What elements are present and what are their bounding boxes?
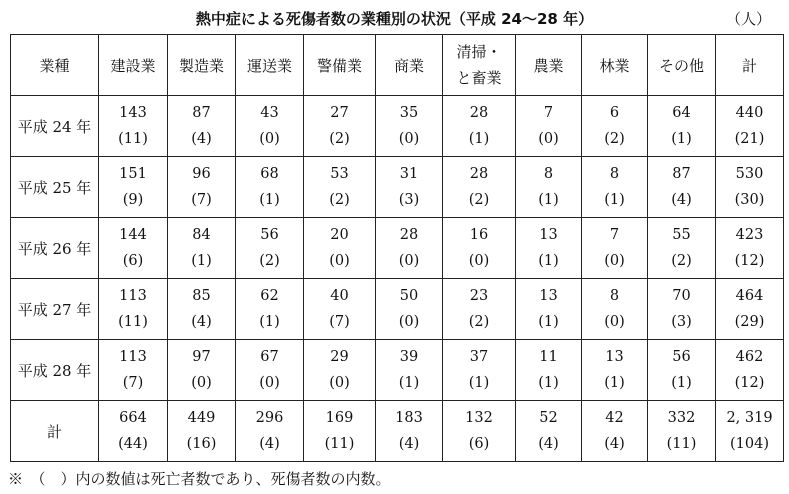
casualty-count: 113 <box>119 349 147 365</box>
death-count: (16) <box>186 436 217 452</box>
casualty-count: 144 <box>119 227 147 243</box>
data-cell <box>376 157 443 218</box>
death-count: (1) <box>538 375 559 391</box>
table-row <box>11 157 784 218</box>
data-cell <box>716 218 784 279</box>
data-cell <box>168 340 236 401</box>
data-cell <box>648 279 716 340</box>
casualty-count: 2, 319 <box>726 410 773 426</box>
data-cell <box>304 157 376 218</box>
data-cell <box>99 279 168 340</box>
data-cell <box>304 340 376 401</box>
death-count: (4) <box>191 131 212 147</box>
casualty-count: 143 <box>119 105 147 121</box>
casualty-count: 87 <box>672 166 691 182</box>
death-count: (3) <box>398 192 420 208</box>
data-cell <box>304 279 376 340</box>
data-cell <box>376 340 443 401</box>
data-cell <box>304 401 376 462</box>
row-label: 計 <box>11 401 99 462</box>
casualty-count: 11 <box>539 349 558 365</box>
casualty-count: 13 <box>539 227 558 243</box>
casualty-count: 20 <box>330 227 349 243</box>
casualty-count: 53 <box>330 166 349 182</box>
death-count: (1) <box>191 253 212 269</box>
header-cell: 建設業 <box>99 35 168 96</box>
data-cell <box>168 279 236 340</box>
death-count: (4) <box>259 436 280 452</box>
table-row <box>11 279 784 340</box>
death-count: (11) <box>118 131 148 147</box>
death-count: (9) <box>122 192 144 208</box>
death-count: (30) <box>734 192 765 208</box>
header-row <box>11 35 784 96</box>
data-cell <box>582 340 648 401</box>
data-cell <box>99 96 168 157</box>
casualty-count: 85 <box>192 288 211 304</box>
death-count: (0) <box>259 375 280 391</box>
header-cell: 警備業 <box>304 35 376 96</box>
death-count: (1) <box>538 253 559 269</box>
casualty-count: 7 <box>543 105 554 121</box>
death-count: (0) <box>191 375 212 391</box>
death-count: (6) <box>468 436 490 452</box>
data-cell <box>99 340 168 401</box>
casualty-count: 28 <box>399 227 419 243</box>
data-cell <box>516 96 582 157</box>
header-cell: 清掃・ と畜業 <box>443 35 516 96</box>
casualty-count: 29 <box>330 349 349 365</box>
casualty-count: 296 <box>255 410 284 426</box>
data-cell <box>236 279 304 340</box>
data-cell <box>376 218 443 279</box>
death-count: (1) <box>468 131 490 147</box>
data-cell <box>648 340 716 401</box>
casualty-count: 97 <box>192 349 211 365</box>
death-count: (0) <box>398 131 420 147</box>
table-body <box>11 96 784 462</box>
casualty-count: 464 <box>735 288 764 304</box>
death-count: (2) <box>604 131 625 147</box>
header-cell: 林業 <box>582 35 648 96</box>
data-cell <box>443 218 516 279</box>
death-count: (1) <box>671 131 692 147</box>
data-cell <box>236 340 304 401</box>
data-cell <box>648 401 716 462</box>
death-count: (4) <box>191 314 212 330</box>
data-cell <box>168 401 236 462</box>
death-count: (0) <box>398 314 420 330</box>
death-count: (1) <box>259 192 280 208</box>
death-count: (4) <box>538 436 559 452</box>
data-cell <box>304 96 376 157</box>
casualty-count: 7 <box>609 227 620 243</box>
table-row <box>11 340 784 401</box>
casualty-count: 440 <box>735 105 764 121</box>
death-count: (4) <box>671 192 692 208</box>
casualty-count: 169 <box>325 410 354 426</box>
death-count: (4) <box>604 436 625 452</box>
data-cell <box>99 401 168 462</box>
data-cell <box>99 218 168 279</box>
row-label: 平成 25 年 <box>11 157 99 218</box>
data-cell <box>582 96 648 157</box>
data-cell <box>236 96 304 157</box>
death-count: (6) <box>122 253 144 269</box>
death-count: (1) <box>671 375 692 391</box>
data-cell <box>516 340 582 401</box>
casualty-count: 423 <box>735 227 764 243</box>
data-cell <box>443 401 516 462</box>
row-label: 平成 27 年 <box>11 279 99 340</box>
data-cell <box>582 218 648 279</box>
data-cell <box>304 218 376 279</box>
casualty-count: 28 <box>469 166 489 182</box>
header-cell: 農業 <box>516 35 582 96</box>
death-count: (11) <box>666 436 697 452</box>
death-count: (44) <box>118 436 148 452</box>
data-cell <box>716 279 784 340</box>
death-count: (0) <box>604 314 625 330</box>
data-cell <box>716 340 784 401</box>
data-cell <box>236 157 304 218</box>
casualty-count: 50 <box>399 288 419 304</box>
casualty-count: 530 <box>735 166 764 182</box>
casualty-count: 35 <box>399 105 419 121</box>
data-cell <box>168 157 236 218</box>
death-count: (21) <box>734 131 765 147</box>
death-count: (2) <box>671 253 692 269</box>
casualty-count: 664 <box>119 410 147 426</box>
data-cell <box>376 401 443 462</box>
death-count: (2) <box>329 131 350 147</box>
data-cell <box>99 157 168 218</box>
casualty-count: 183 <box>395 410 423 426</box>
death-count: (0) <box>329 375 350 391</box>
casualty-count: 462 <box>735 349 764 365</box>
data-cell <box>716 401 784 462</box>
casualty-count: 43 <box>260 105 279 121</box>
data-cell <box>516 157 582 218</box>
casualty-count: 39 <box>399 349 419 365</box>
casualty-count: 87 <box>192 105 211 121</box>
death-count: (7) <box>329 314 350 330</box>
unit-label: （人） <box>725 10 771 28</box>
data-cell <box>648 96 716 157</box>
data-cell <box>516 218 582 279</box>
death-count: (2) <box>468 314 490 330</box>
casualty-count: 113 <box>119 288 147 304</box>
data-cell <box>582 157 648 218</box>
casualty-count: 28 <box>469 105 489 121</box>
table-title: 熱中症による死傷者数の業種別の状況（平成 24～28 年） <box>195 10 594 28</box>
casualty-count: 68 <box>260 166 279 182</box>
casualty-count: 67 <box>260 349 279 365</box>
death-count: (12) <box>734 253 765 269</box>
data-cell <box>582 401 648 462</box>
data-cell <box>516 279 582 340</box>
row-label: 平成 26 年 <box>11 218 99 279</box>
table-row <box>11 401 784 462</box>
casualty-count: 8 <box>609 288 620 304</box>
footnote: ※ （ ）内の数値は死亡者数であり、死傷者数の内数。 <box>8 470 391 488</box>
data-cell <box>582 279 648 340</box>
data-cell <box>443 96 516 157</box>
death-count: (1) <box>398 375 420 391</box>
casualty-count: 56 <box>260 227 279 243</box>
header-cell: その他 <box>648 35 716 96</box>
casualty-count: 55 <box>672 227 691 243</box>
death-count: (1) <box>259 314 280 330</box>
casualty-count: 16 <box>469 227 489 243</box>
casualty-count: 332 <box>667 410 696 426</box>
casualty-count: 84 <box>192 227 211 243</box>
casualty-count: 31 <box>399 166 419 182</box>
casualty-count: 62 <box>260 288 279 304</box>
casualty-count: 8 <box>543 166 554 182</box>
death-count: (1) <box>468 375 490 391</box>
casualty-count: 8 <box>609 166 620 182</box>
row-label: 平成 24 年 <box>11 96 99 157</box>
death-count: (1) <box>604 375 625 391</box>
death-count: (0) <box>604 253 625 269</box>
header-cell: 商業 <box>376 35 443 96</box>
header-cell: 製造業 <box>168 35 236 96</box>
casualty-count: 56 <box>672 349 691 365</box>
table-row <box>11 218 784 279</box>
death-count: (7) <box>122 375 144 391</box>
death-count: (2) <box>468 192 490 208</box>
casualty-count: 64 <box>672 105 691 121</box>
heatstroke-table <box>10 34 784 462</box>
data-cell <box>648 157 716 218</box>
casualty-count: 70 <box>672 288 691 304</box>
casualty-count: 40 <box>330 288 349 304</box>
casualty-count: 13 <box>605 349 624 365</box>
death-count: (0) <box>468 253 490 269</box>
death-count: (1) <box>538 192 559 208</box>
table-row <box>11 96 784 157</box>
death-count: (11) <box>118 314 148 330</box>
data-cell <box>516 401 582 462</box>
death-count: (1) <box>538 314 559 330</box>
data-cell <box>443 340 516 401</box>
data-cell <box>716 96 784 157</box>
casualty-count: 151 <box>119 166 147 182</box>
data-cell <box>168 96 236 157</box>
data-cell <box>376 279 443 340</box>
death-count: (2) <box>259 253 280 269</box>
death-count: (12) <box>734 375 765 391</box>
data-cell <box>168 218 236 279</box>
header-cell: 業種 <box>11 35 99 96</box>
casualty-count: 96 <box>192 166 211 182</box>
death-count: (0) <box>259 131 280 147</box>
death-count: (7) <box>191 192 212 208</box>
death-count: (2) <box>329 192 350 208</box>
casualty-count: 13 <box>539 288 558 304</box>
data-cell <box>376 96 443 157</box>
data-cell <box>443 157 516 218</box>
casualty-count: 42 <box>605 410 624 426</box>
casualty-count: 23 <box>469 288 489 304</box>
casualty-count: 132 <box>465 410 493 426</box>
casualty-count: 449 <box>187 410 216 426</box>
data-cell <box>236 218 304 279</box>
casualty-count: 6 <box>609 105 620 121</box>
casualty-count: 37 <box>469 349 489 365</box>
death-count: (29) <box>734 314 765 330</box>
death-count: (0) <box>329 253 350 269</box>
death-count: (4) <box>398 436 420 452</box>
casualty-count: 52 <box>539 410 558 426</box>
death-count: (0) <box>538 131 559 147</box>
data-cell <box>648 218 716 279</box>
row-label: 平成 28 年 <box>11 340 99 401</box>
header-cell: 運送業 <box>236 35 304 96</box>
data-cell <box>716 157 784 218</box>
data-cell <box>443 279 516 340</box>
death-count: (0) <box>398 253 420 269</box>
death-count: (104) <box>730 436 769 452</box>
death-count: (3) <box>671 314 692 330</box>
data-cell <box>236 401 304 462</box>
casualty-count: 27 <box>330 105 349 121</box>
header-cell: 計 <box>716 35 784 96</box>
death-count: (11) <box>324 436 355 452</box>
death-count: (1) <box>604 192 625 208</box>
